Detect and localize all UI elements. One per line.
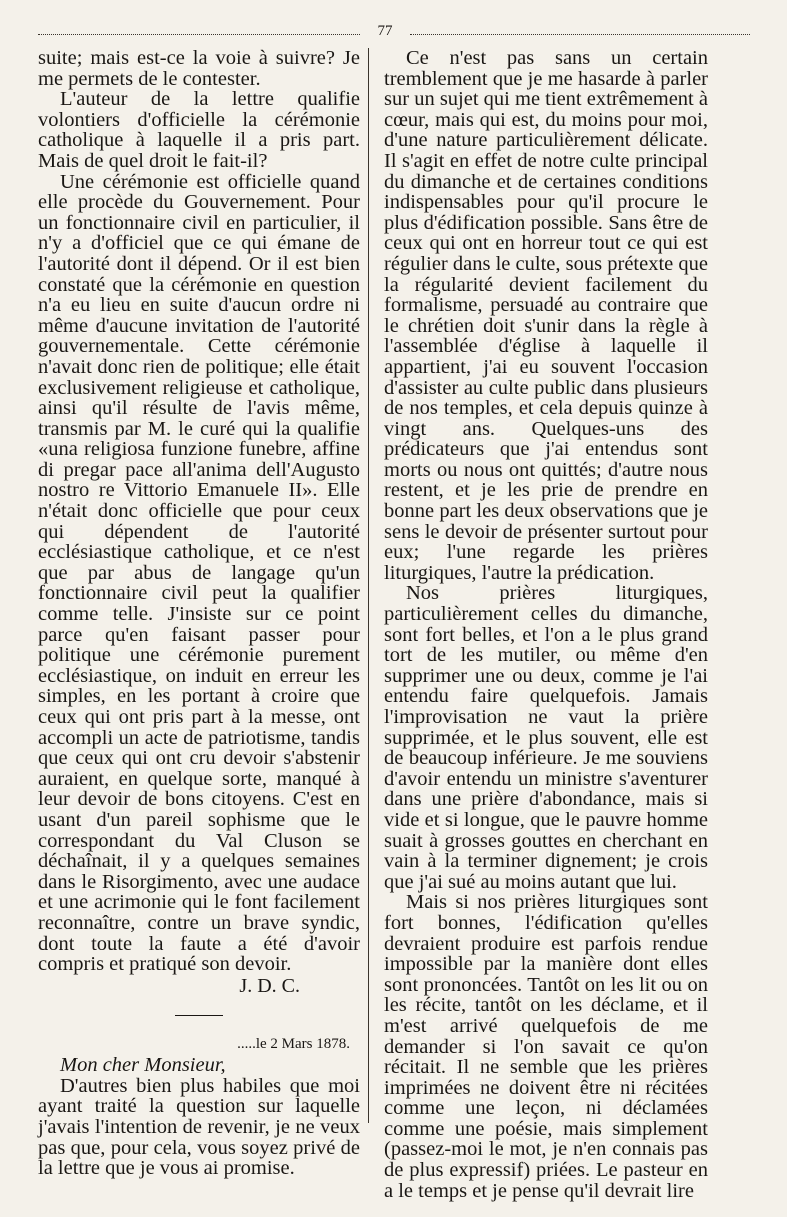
letter-salutation: Mon cher Monsieur, [60,1053,226,1076]
left-column [38,48,360,1179]
column-divider [368,48,369,1123]
page-number: 77 [377,23,393,39]
left-paragraph-2: L'auteur de la lettre qualifie volontiers d'officielle la cérémonie catholique à laquelle il a pris part. Mais de quel droit le fait-il? [38,88,360,172]
left-paragraph-3: Une cérémonie est officielle quand elle procède du Gouvernement. Pour un fonctionnaire civil en particulier, il n'y a d'officiel que ce qui émane de l'autorité dont il dépend. Or il est bien constaté que la cérémonie en question n'a eu lieu en suite d'aucun ordre ni même d'aucune invitation de l'autorité gouvernementale. Cette cérémonie n'avait donc rien de politique; elle était exclusivement religieuse et catholique, ainsi qu'il résulte de l'avis même, transmis par M. le curé qui la qualifie «una religiosa funzione funebre, affine di pregar pace all'anima dell'Augusto nostro re Vittorio Emanuele II». Elle n'était donc officielle que pour ceux qui dépendent de l'autorité ecclésiastique catholique, et ce n'est que par abus de langage qu'un fonctionnaire civil peut la qualifier comme telle. J'insiste sur ce point parce qu'en faisant passer pour politique une cérémonie purement ecclésiastique, on induit en erreur les simples, en les portant à croire que ceux qui ont pris part à la messe, ont accompli un acte de patriotisme, tandis que ceux qui ont cru devoir s'abstenir auraient, en quelque sorte, manqué à leur devoir de bons citoyens. C'est en usant d'un pareil sophisme que le correspondant du Val Cluson se déchaînait, il y a quelques semaines dans le Risorgimento, avec une audace et une acrimonie qui le font facilement reconnaître, contre un brave syndic, dont toute la faute a été d'avoir compris et pratiqué son devoir. [38,170,360,976]
left-paragraph-1: suite; mais est-ce la voie à suivre? Je me permets de le contester. [38,47,360,90]
right-column [384,48,708,1201]
right-paragraph-1: Ce n'est pas sans un certain tremblement que je me hasarde à parler sur un sujet qui me tient extrêmement à cœur, mais qui est, du moins pour moi, d'une nature particulièrement délicate. Il s'agit en effet de notre culte principal du dimanche et de certaines conditions indispensables pour qu'il procure le plus d'édification possible. Sans être de ceux qui ont en horreur tout ce qui est régulier dans le culte, sous prétexte que la régularité devient facilement du formalisme, persuadé au contraire que le chrétien doit s'unir dans la règle à l'assemblée d'église à laquelle il appartient, j'ai eu souvent l'occasion d'assister au culte public dans plusieurs de nos temples, et cela depuis quinze à vingt ans. Quelques-uns des prédicateurs que j'ai entendus sont morts ou nous ont quittés; d'autre nous restent, et je les prie de prendre en bonne part les deux observations que je sens le devoir de présenter surtout pour eux; l'une regarde les prières liturgiques, l'autre la prédication. [384,47,708,584]
page-header [38,22,750,42]
right-paragraph-3: Mais si nos prières liturgiques sont fort bonnes, l'édification qu'elles devraient produire est parfois rendue impossible par la manière dont elles sont prononcées. Tantôt on les lit ou on les récite, tantôt on les déclame, et il m'est arrivé quelquefois de me demander si l'on savait ce qu'on récitait. Il ne semble que les prières imprimées ne doivent être ni récitées comme une leçon, ni déclamées comme une poésie, mais simplement (passez-moi le mot, je n'en connais pas de plus expressif) priées. Le pasteur en a le temps et je pense qu'il devrait lire [384,891,708,1202]
letter-date: .....le 2 Mars 1878. [237,1035,350,1052]
signature: J. D. C. [239,974,300,997]
section-separator [175,1015,223,1016]
right-paragraph-2: Nos prières liturgiques, particulièrement celles du dimanche, sont fort belles, et l'on a le plus grand tort de les mutiler, ou même d'en supprimer une ou deux, comme je l'ai entendu faire quelquefois. Jamais l'improvisation ne vaut la prière supprimée, et le plus souvent, elle est de beaucoup inférieure. Je me souviens d'avoir entendu un ministre s'aventurer dans une prière d'abondance, mais si vide et si longue, que le pauvre homme suait à grosses gouttes en cherchant en vain à la terminer dignement; je crois que j'ai sué au moins autant que lui. [384,582,708,893]
header-rule-right [410,34,750,35]
letter-paragraph: D'autres bien plus habiles que moi ayant traité la question sur laquelle j'avais l'intention de revenir, je ne veux pas que, pour cela, vous soyez privé de la lettre que je vous ai promise. [38,1074,360,1180]
header-rule-left [38,34,360,35]
